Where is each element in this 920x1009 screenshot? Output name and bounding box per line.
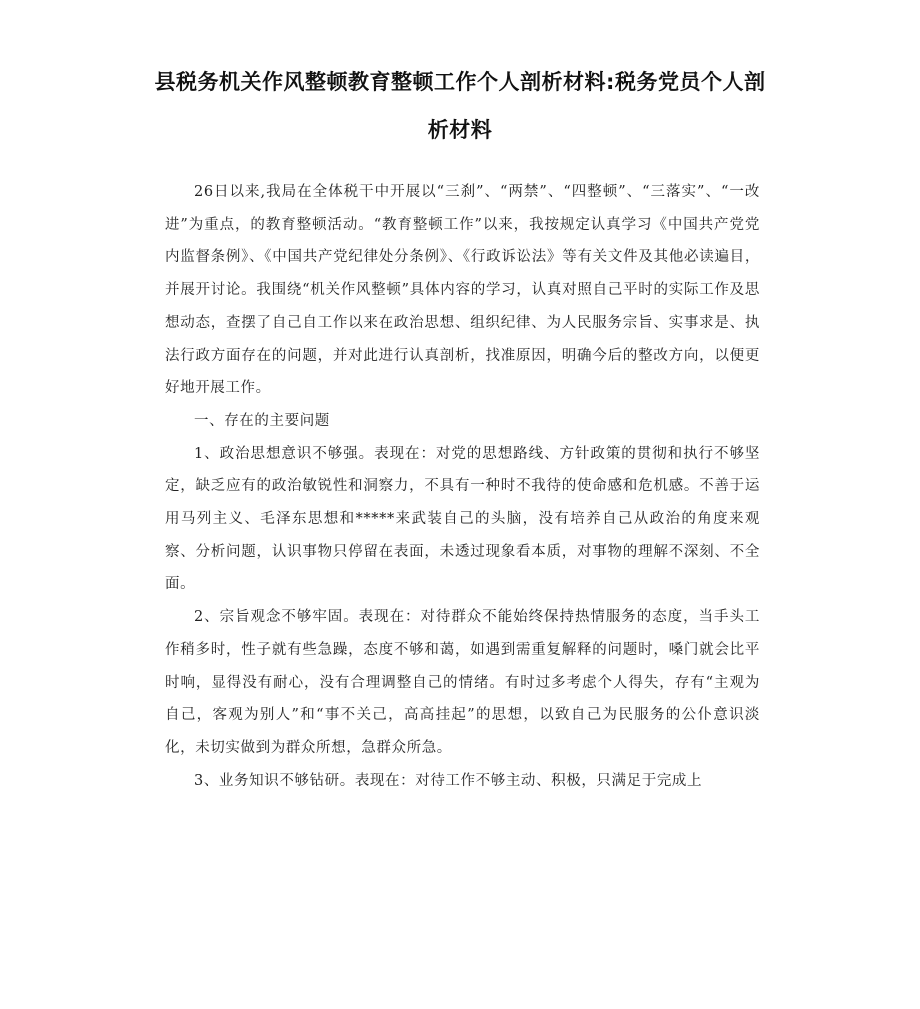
section-heading-problems: 一、存在的主要问题 — [194, 412, 330, 429]
document-body — [165, 176, 760, 797]
paragraph-intro: 26日以来,我局在全体税干中开展以“三刹”、“两禁”、“四整顿”、“三落实”、“一改进”为重点，的教育整顿活动。“教育整顿工作”以来，我按规定认真学习《中国共产党党内监督条例》、《中国共产党纪律处分条例》、《行政诉讼法》等有关文件及其他必读遍目，并展开讨论。我围绕“机关作风整顿”具体内容的学习，认真对照自己平时的实际工作及思想动态，查摆了自己自工作以来在政治思想、组织纪律、为人民服务宗旨、实事求是、执法行政方面存在的问题，并对此进行认真剖析，找准原因，明确今后的整改方向，以便更好地开展工作。 — [165, 184, 760, 397]
paragraph-professional-knowledge: 3、业务知识不够钻研。表现在：对待工作不够主动、积极，只满足于完成上 — [194, 772, 703, 789]
paragraph-political-awareness: 1、政治思想意识不够强。表现在：对党的思想路线、方针政策的贯彻和执行不够坚定，缺乏应有的政治敏锐性和洞察力，不具有一种时不我待的使命感和危机感。不善于运用马列主义、毛泽东思想和*****来武装自己的头脑，没有培养自己从政治的角度来观察、分析问题，认识事物只停留在表面，未透过现象看本质，对事物的理解不深刻、不全面。 — [165, 445, 760, 593]
document-title: 县税务机关作风整顿教育整顿工作个人剖析材料:税务党员个人剖析材料 — [154, 70, 766, 142]
paragraph-service-purpose: 2、宗旨观念不够牢固。表现在：对待群众不能始终保持热情服务的态度，当手头工作稍多时，性子就有些急躁，态度不够和蔼，如遇到需重复解释的问题时，嗓门就会比平时响，显得没有耐心，没有合理调整自己的情绪。有时过多考虑个人得失，存有“主观为自己，客观为别人”和“事不关己，高高挂起”的思想，以致自己为民服务的公仆意识淡化，未切实做到为群众所想，急群众所急。 — [165, 609, 760, 756]
